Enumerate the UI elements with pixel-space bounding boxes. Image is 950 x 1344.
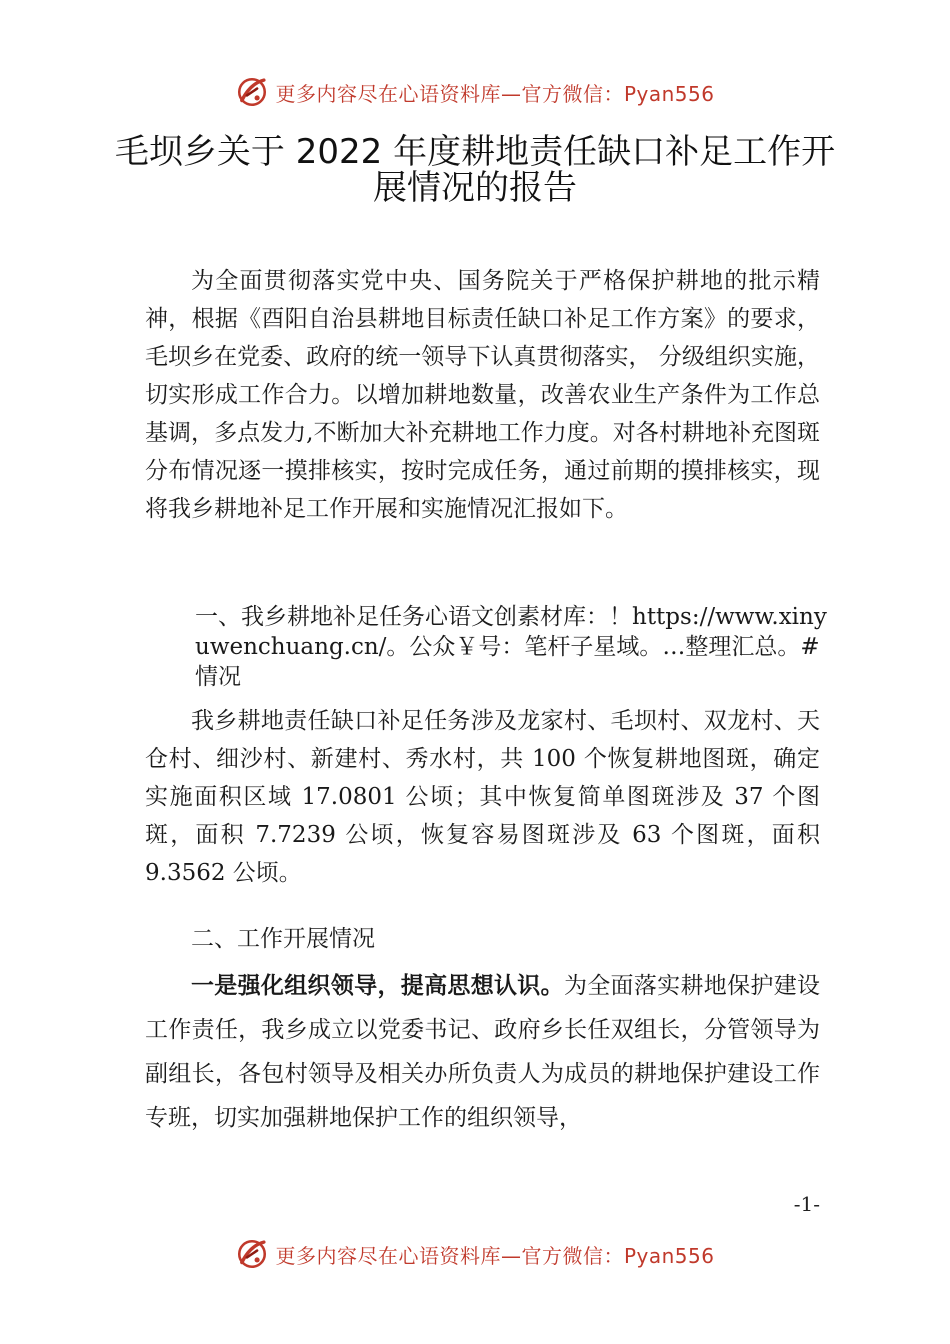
header-banner — [0, 72, 950, 112]
section2-paragraph — [145, 964, 820, 1140]
section2-heading: 二、工作开展情况 — [191, 926, 375, 952]
banner-text: 更多内容尽在心语资料库—官方微信：Pyan556 — [275, 81, 715, 106]
brand-logo-icon — [235, 75, 269, 109]
footer-banner — [0, 1234, 950, 1274]
intro-paragraph: 为全面贯彻落实党中央、国务院关于严格保护耕地的批示精神，根据《酉阳自治县耕地目标责任缺口补足工作方案》的要求，毛坝乡在党委、政府的统一领导下认真贯彻落实， 分级组织实施，切实形成工作合力。以增加耕地数量，改善农业生产条件为工作总基调，多点发力,不断加大补充耕地工作力度。对各村耕地补充图斑分布情况逐一摸排核实，按时完成任务，通过前期的摸排核实，现将我乡耕地补足工作开展和实施情况汇报如下。 — [145, 268, 820, 522]
section2-lead: 一是强化组织领导，提高思想认识。 — [191, 973, 564, 999]
section1-paragraph: 我乡耕地责任缺口补足任务涉及龙家村、毛坝村、双龙村、天仓村、细沙村、新建村、秀水村，共 100 个恢复耕地图斑，确定实施面积区域 17.0801 公顷；其中恢复简单图斑涉及 37 个图斑，面积 7.7239 公顷，恢复容易图斑涉及 63 个图斑，面积 9.3562 公顷。 — [145, 708, 820, 886]
document-title: 毛坝乡关于 2022 年度耕地责任缺口补足工作开展情况的报告 — [114, 132, 836, 208]
banner-text: 更多内容尽在心语资料库—官方微信：Pyan556 — [275, 1243, 715, 1268]
section1-heading: 一、我乡耕地补足任务心语文创素材库：！https://www.xinyuwenchuang.cn/。公众￥号：笔杆子星域。…整理汇总。#情况 — [195, 604, 827, 690]
brand-logo-icon — [235, 1237, 269, 1271]
page-number: -1- — [793, 1192, 820, 1216]
section2-body: 为全面落实耕地保护建设工作责任，我乡成立以党委书记、政府乡长任双组长，分管领导为副组长，各包村领导及相关办所负责人为成员的耕地保护建设工作专班，切实加强耕地保护工作的组织领导， — [145, 973, 821, 1131]
